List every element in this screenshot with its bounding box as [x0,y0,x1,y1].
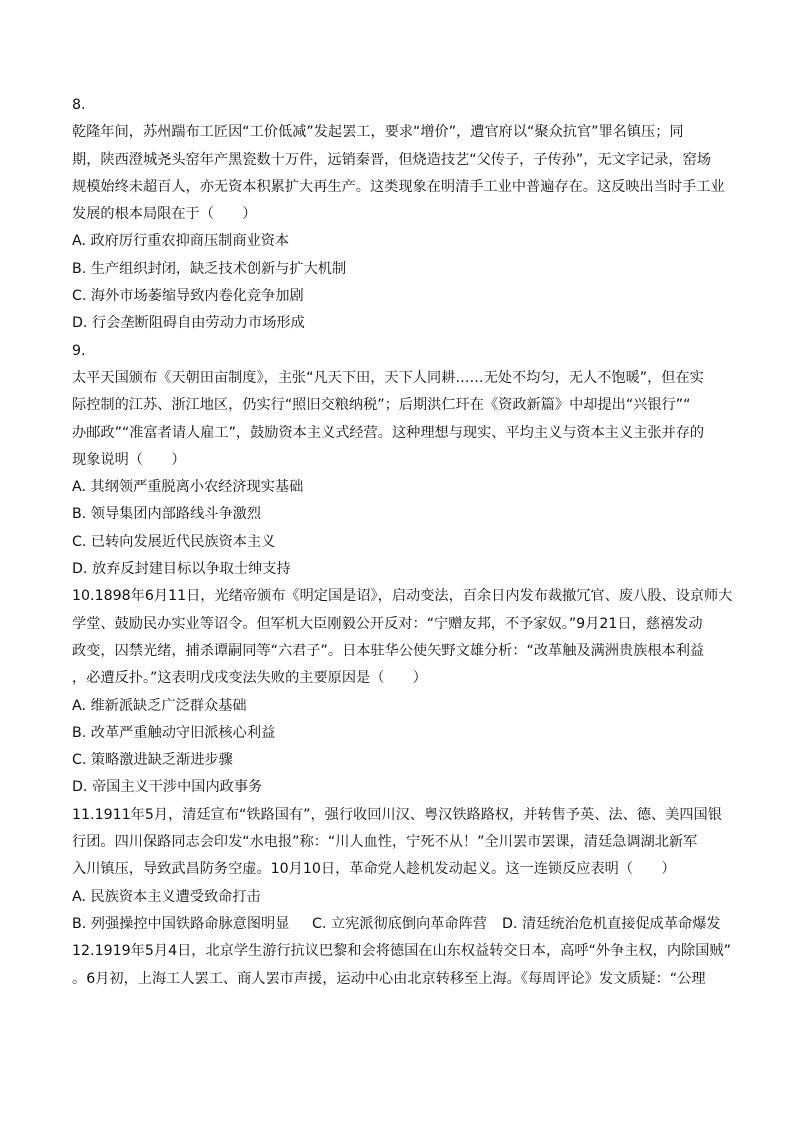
option-c: C. 策略激进缺乏渐进步骤 [72,752,233,769]
question-stem-line: 现象说明（ ） [72,451,186,468]
question-stem-line: 乾隆年间，苏州踹布工匠因“工价低减”发起罢工，要求“增价”，遭官府以“聚众抗官”罪名镇压；同 [72,124,684,141]
exam-page [72,92,733,993]
question-9 [72,338,724,584]
question-stem-line: 10.1898年6月11日，光绪帝颁布《明定国是诏》，启动变法，百余日内发布裁撤冗官、废八股、设京师大 [72,588,733,605]
option-a: A. 民族资本主义遭受致命打击 [72,888,261,905]
question-stem-line: 发展的根本局限在于（ ） [72,206,257,223]
question-11 [72,802,724,938]
question-stem-line: 期，陕西澄城尧头窑年产黑瓷数十万件，远销秦晋，但烧造技艺“父传子，子传孙”，无文字记录，窑场 [72,151,711,168]
question-10 [72,583,733,801]
option-d: D. 清廷统治危机直接促成革命爆发 [502,915,721,932]
option-d: D. 放弃反封建目标以争取士绅支持 [72,561,291,578]
option-b: B. 列强操控中国铁路命脉意图明显 [72,915,290,932]
option-a: A. 政府厉行重农抑商压制商业资本 [72,233,290,250]
option-a: A. 维新派缺乏广泛群众基础 [72,697,247,714]
option-c: C. 立宪派彻底倒向革命阵营 [312,915,487,932]
option-b: B. 改革严重触动守旧派核心利益 [72,724,276,741]
option-c: C. 海外市场萎缩导致内卷化竞争加剧 [72,288,304,305]
options-row [72,911,724,938]
option-d: D. 行会垄断阻碍自由劳动力市场形成 [72,315,305,332]
question-number: 8. [72,97,86,113]
option-b: B. 领导集团内部路线斗争激烈 [72,506,262,523]
question-stem-line: 入川镇压，导致武昌防务空虚。10月10日，革命党人趁机发动起义。这一连锁反应表明（ ） [72,861,676,878]
question-stem-line: 政变，囚禁光绪，捕杀谭嗣同等“六君子”。日本驻华公使矢野文雄分析：“改革触及满洲贵族根本利益 [72,642,705,659]
question-stem-line: 。6月初，上海工人罢工、商人罢市声援，运动中心由北京转移至上海。《每周评论》发文质疑：“公理 [72,970,706,987]
question-8 [72,92,724,338]
question-stem-line: 规模始终未超百人，亦无资本积累扩大再生产。这类现象在明清手工业中普遍存在。这反映出当时手工业 [72,178,725,195]
question-12 [72,938,731,993]
question-stem-line: 太平天国颁布《天朝田亩制度》，主张“凡天下田，天下人同耕……无处不均匀，无人不饱暖”，但在实 [72,369,704,386]
question-stem-line: 际控制的江苏、浙江地区，仍实行“照旧交粮纳税”；后期洪仁玕在《资政新篇》中却提出“兴银行”“ [72,397,691,414]
question-stem-line: 行团。四川保路同志会印发“水电报”称：“川人血性，宁死不从！”全川罢市罢课，清廷急调湖北新军 [72,834,698,851]
question-stem-line: 12.1919年5月4日，北京学生游行抗议巴黎和会将德国在山东权益转交日本，高呼“外争主权，内除国贼” [72,943,731,960]
option-d: D. 帝国主义干涉中国内政事务 [72,779,263,796]
option-b: B. 生产组织封闭，缺乏技术创新与扩大机制 [72,260,347,277]
question-stem-line: 11.1911年5月，清廷宣布“铁路国有”，强行收回川汉、粤汉铁路路权，并转售予英、法、德、美四国银 [72,806,722,823]
question-stem-line: 学堂、鼓励民办实业等诏令。但军机大臣刚毅公开反对：“宁赠友邦，不予家奴。”9月21日，慈禧发动 [72,615,703,632]
option-c: C. 已转向发展近代民族资本主义 [72,533,276,550]
question-stem-line: 办邮政”“准富者请人雇工”，鼓励资本主义式经营。这种理想与现实、平均主义与资本主义主张并存的 [72,424,705,441]
question-number: 9. [72,342,86,359]
option-a: A. 其纲领严重脱离小农经济现实基础 [72,479,304,496]
question-stem-line: ，必遭反扑。”这表明戊戌变法失败的主要原因是（ ） [72,670,427,687]
